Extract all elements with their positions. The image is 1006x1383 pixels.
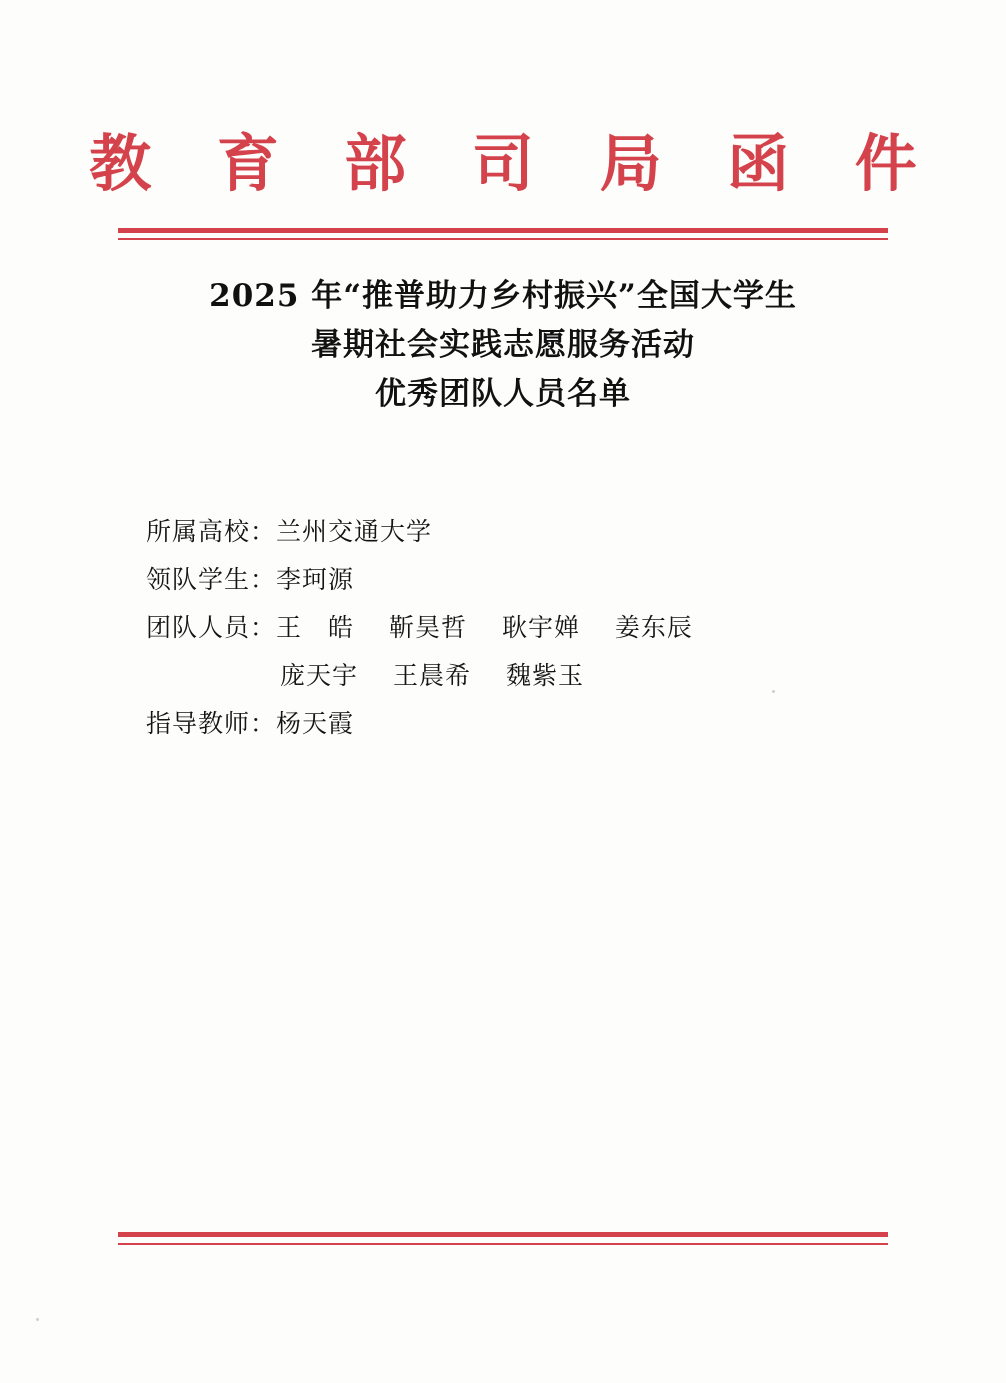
footer-rule-thin [118, 1243, 888, 1245]
field-members-label: 团队人员： [146, 613, 277, 642]
masthead-rule-thin [118, 238, 888, 240]
scan-speck [36, 1318, 39, 1321]
field-school-value: 兰州交通大学 [276, 517, 433, 546]
member-name: 庞天宇 [280, 661, 359, 690]
field-members-continued [146, 652, 886, 700]
member-name: 耿宇婵 [501, 613, 580, 642]
field-leader-value: 李珂源 [276, 565, 355, 594]
document-title [0, 272, 1006, 419]
field-advisor [146, 700, 886, 748]
field-list [146, 508, 886, 748]
field-school-label: 所属高校： [146, 517, 277, 546]
member-name: 魏紫玉 [505, 661, 584, 690]
field-members [146, 604, 886, 652]
footer-rule-thick [118, 1232, 888, 1237]
field-members-line-1 [276, 604, 693, 652]
field-leader [146, 556, 886, 604]
masthead-title: 教 育 部 司 局 函 件 [89, 127, 939, 200]
masthead-rule-thick [118, 228, 888, 233]
field-members-line-2 [280, 652, 584, 700]
document-title-line-3: 优秀团队人员名单 [375, 376, 631, 412]
document-title-line-1: 2025 年“推普助力乡村振兴”全国大学生 [209, 278, 797, 314]
scan-speck [772, 690, 775, 693]
field-advisor-label: 指导教师： [146, 709, 277, 738]
member-name: 姜东辰 [614, 613, 693, 642]
member-name: 王晨希 [392, 661, 471, 690]
field-advisor-value: 杨天霞 [276, 709, 355, 738]
document-title-line-2: 暑期社会实践志愿服务活动 [311, 327, 695, 363]
member-name: 王 皓 [276, 613, 355, 642]
member-name: 靳昊哲 [388, 613, 467, 642]
field-leader-label: 领队学生： [146, 565, 277, 594]
field-school [146, 508, 886, 556]
masthead [0, 128, 1006, 199]
